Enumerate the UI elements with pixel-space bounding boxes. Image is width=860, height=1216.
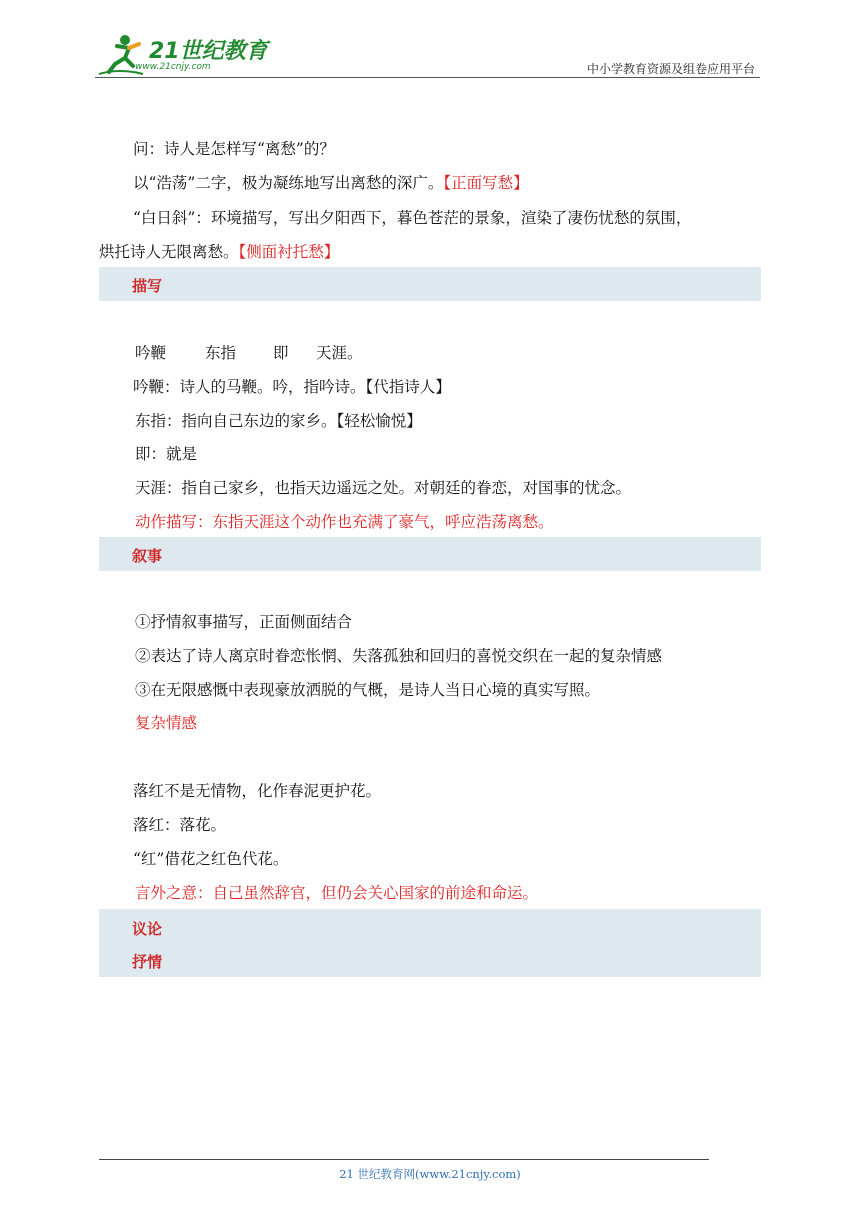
logo-text: 21世纪教育: [149, 39, 268, 64]
verse-word-4: 天涯。: [316, 344, 363, 362]
section-label-shuqing: 抒情: [132, 953, 163, 971]
page-header: [95, 28, 760, 80]
footer-link[interactable]: 21 世纪教育网(www.21cnjy.com): [339, 1167, 521, 1181]
note-dongzhi: 东指：指向自己东边的家乡。【轻松愉悦】: [135, 412, 422, 430]
section-label-xushi: 叙事: [132, 547, 163, 565]
cemian-line: [99, 242, 339, 262]
question-line: [133, 139, 335, 159]
zhengmian-text: 以“浩荡”二字，极为凝练地写出离愁的深广。: [133, 174, 444, 192]
logo-url: www.21cnjy.com: [135, 62, 211, 72]
bairirie-line: [133, 208, 691, 228]
cemian-text: 烘托诗人无限离愁。: [99, 243, 239, 261]
section-bar-xushi: [99, 537, 761, 571]
platform-title: 中小学教育资源及组卷应用平台: [586, 62, 755, 76]
point-3: ③在无限感慨中表现豪放洒脱的气概，是诗人当日心境的真实写照。: [135, 681, 601, 699]
note-tianya: 天涯：指自己家乡，也指天边遥远之处。对朝廷的眷恋，对国事的忧念。: [135, 479, 632, 497]
verse-word-1: 吟鞭: [135, 344, 167, 362]
complex-emotion-red: 复杂情感: [135, 714, 198, 732]
point-2: ②表达了诗人离京时眷恋怅惘、失落孤独和回归的喜悦交织在一起的复杂情感: [135, 647, 663, 665]
hong-note: “红”借花之红色代花。: [133, 850, 289, 868]
implication-red: 言外之意：自己虽然辞官，但仍会关心国家的前途和命运。: [135, 884, 539, 902]
zhengmian-tag: 【正面写愁】: [443, 174, 529, 192]
point-1: ①抒情叙事描写，正面侧面结合: [135, 613, 353, 631]
verse-word-3: 即: [273, 344, 289, 362]
luohong-note: 落红：落花。: [133, 816, 227, 834]
footer-divider: [99, 1159, 709, 1160]
site-logo[interactable]: [95, 32, 285, 76]
section-label-yilun: 议论: [132, 920, 163, 938]
question-text: 问：诗人是怎样写“离愁”的？: [133, 140, 335, 158]
note-action-red: 动作描写：东指天涯这个动作也充满了豪气，呼应浩荡离愁。: [135, 513, 554, 531]
section-bar-yilun-shuqing: [99, 909, 761, 977]
note-yinbian: 吟鞭：诗人的马鞭。吟，指吟诗。【代指诗人】: [133, 378, 451, 396]
luohong-verse: 落红不是无情物，化作春泥更护花。: [133, 782, 382, 800]
cemian-tag: 【侧面衬托愁】: [238, 243, 340, 261]
section-label-miaoxie: 描写: [132, 277, 163, 295]
note-ji: 即：就是: [135, 445, 198, 463]
header-divider: [95, 77, 760, 78]
verse-word-2: 东指: [205, 344, 237, 362]
section-bar-miaoxie: [99, 267, 761, 301]
zhengmian-line: [133, 173, 529, 193]
bairirie-text: “白日斜”：环境描写，写出夕阳西下，暮色苍茫的景象，渲染了凄伤忧愁的氛围，: [133, 209, 692, 227]
